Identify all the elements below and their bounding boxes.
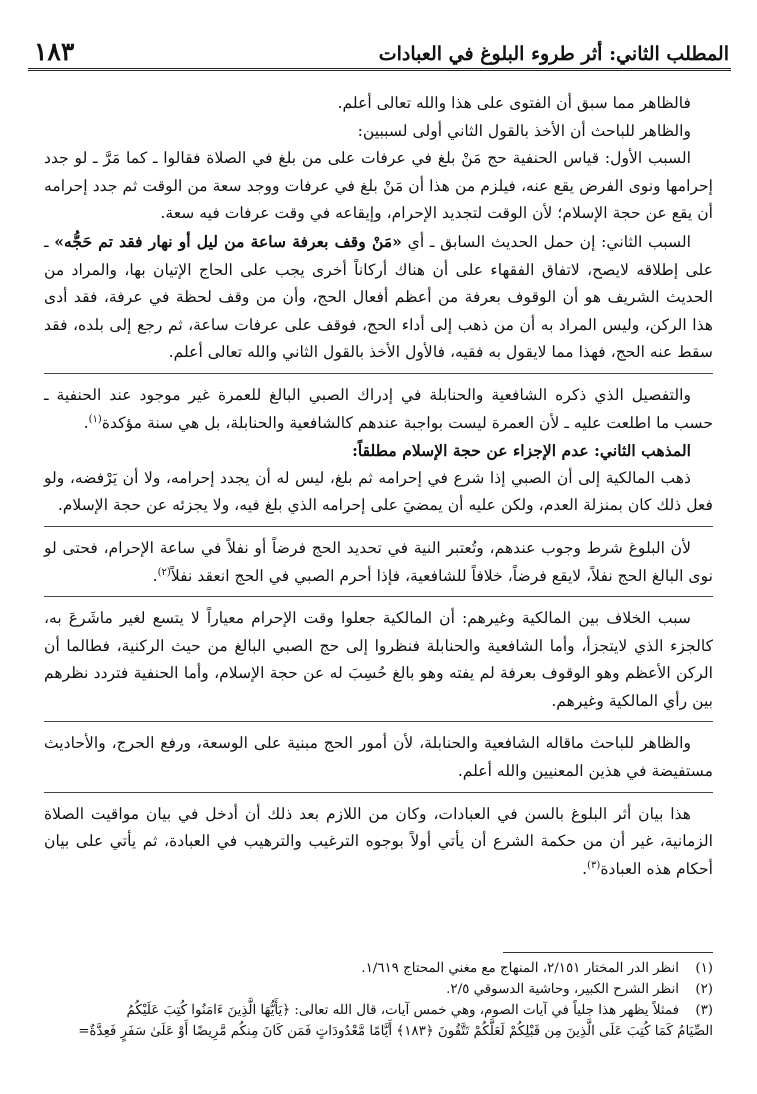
umrah-text: والتفصيل الذي ذكره الشافعية والحنابلة في إدراك الصبي البالغ للعمرة غير موجود عند الحنفية ـ حسب ما اطلعت عليه ـ لأن العمرة ليست بواجبة عندهم كالشافعية والحنابلة، بل هي سنة مؤكدة [44,385,713,432]
footnotes [40,958,713,1042]
footnote-number: (١) [695,961,713,976]
footnote-1 [40,958,713,979]
paragraph-divider [44,792,713,801]
footnote-ref-3[interactable]: (٣) [587,859,601,871]
footnote-ref-2[interactable]: (٢) [157,566,171,578]
page-number: ١٨٣ [34,37,75,66]
paragraph-divider [44,721,713,730]
paragraph-1: فالظاهر مما سبق أن الفتوى على هذا والله تعالى أعلم. [337,94,691,112]
paragraph-disagreement: سبب الخلاف بين المالكية وغيرهم: أن المالكية جعلوا وقت الإحرام معياراً لا يتسع لغير ماشَرعَ به، كالجزء الذي لايتجزأ، وأما الشافعية والحنابلة فنظروا إلى حج الصبي البالغ من حيث الركنية، فطالما أن الركن الأعظم وهو الوقوف بعرفة لم يفته وهو بالغ حُسِبَ له عن حجة الإسلام، وأما الحنفية فتردد نظرهم بين رأي المالكية وغيرهم. [44,609,713,710]
closing-end: . [582,859,588,878]
paragraph-divider [44,596,713,605]
paragraph-2: والظاهر للباحث أن الأخذ بالقول الثاني أولى لسببين: [357,121,691,140]
footnote-text: فمثلاً يظهر هذا جلياً في آيات الصوم، وهي خمس آيات، قال الله تعالى: ﴿يَأَيُّهَا الَّذِينَ ءَامَنُوا كُتِبَ عَلَيْكُمُ [126,1003,679,1018]
quran-verse-continuation: الصِّيَامُ كَمَا كُتِبَ عَلَى الَّذِينَ مِن قَبْلِكُمْ لَعَلَّكُمْ تَتَّقُونَ ﴿١٨٣﴾ أَيَّامًا مَّعْدُودَاتٍ فَمَن كَانَ مِنكُم مَّرِيضًا أَوْ عَلَىٰ سَفَرٍ فَعِدَّةٌ= [78,1024,713,1039]
reason-2-intro: السبب الثاني: إن حمل الحديث السابق ـ أي [407,232,691,251]
paragraph-umrah [44,382,713,437]
footnote-number: (٣) [695,1003,713,1018]
paragraph-maliki: ذهب المالكية إلى أن الصبي إذا شرع في إحرامه ثم بلغ، ليس له أن يجدد إحرامه، ولا أن يَرْفضه، ولو فعل ذلك كان بمنزلة العدم، ولكن عليه أن يمضيَ على إحرامه الذي بلغ فيه، ولا يجزئه عن حجة الإسلام. [44,468,713,515]
paragraph-conclusion: والظاهر للباحث ماقاله الشافعية والحنابلة، لأن أمور الحج مبنية على الوسعة، ورفع الحرج، والأحاديث مستفيضة في هذين المعنيين والله أعلم. [44,734,713,781]
paragraph-divider [44,373,713,382]
paragraph-closing [44,801,713,884]
footnote-ref-1[interactable]: (١) [88,413,102,425]
paragraph-divider [44,526,713,535]
closing-text: هذا بيان أثر البلوغ بالسن في العبادات، وكان من اللازم بعد ذلك أن أدخل في بيان مواقيت الصلاة الزمانية، غير أن من حكمة الشرع أن يأتي أولاً بوجوه الترغيب والترهيب في العبادة، ثم يأتي على بيان أحكام هذه العبادة [44,804,713,878]
footnote-3 [40,1000,713,1021]
puberty-text: لأن البلوغ شرط وجوب عندهم، وتُعتبر النية في تحديد الحج فرضاً أو نفلاً في ساعة الإحرام، فحتى لو نوى البالغ الحج نفلاً، لايقع فرضاً، خلافاً للشافعية، فإذا أحرم الصبي في الحج انعقد نفلاً [44,538,713,585]
reason-2-body: ـ على إطلاقه لايصح، لاتفاق الفقهاء على أن هناك أركاناً أخرى يجب على الحاج الإتيان بها، والمراد من الحديث الشريف هو أن الوقوف بعرفة من أعظم أفعال الحج، وأن من وقف لحظة في عرفة، فقد أدى هذا الركن، وليس المراد به أن من ذهب إلى أداء الحج، فوقف على عرفات ساعة، ثم رجع إلى بلده، فقد سقط عنه الحج، فهذا مما لايقول به فقيه، فالأول الأخذ بالقول الثاني والله تعالى أعلم. [44,232,713,362]
footnote-number: (٢) [695,982,713,997]
main-text [44,90,713,883]
paragraph-reason-2 [44,228,713,367]
puberty-end: . [152,566,158,585]
paragraph-puberty-condition [44,535,713,590]
footnote-text: انظر الشرح الكبير، وحاشية الدسوقي ٢/٥. [446,982,679,997]
footnote-text: انظر الدر المختار ٢/١٥١، المنهاج مع مغني المحتاج ١/٦١٩. [361,961,679,976]
footnote-2 [40,979,713,1000]
umrah-end: . [83,413,89,432]
paragraph-reason-1: السبب الأول: قياس الحنفية حج مَنْ بلغ في عرفات على من بلغ في الصلاة فقالوا ـ كما مَرَّ ـ لو جدد إحرامها ونوى الفرض يقع عنه، فيلزم من هذا أن مَنْ بلغ في عرفات ووجد سعة من الوقت ثم جدد إحرامه أن يقع عن حجة الإسلام؛ لأن الوقت لتجديد الإحرام، وإيقاعه في وقت عرفات فيه سعة. [44,149,713,223]
hadith-quote: «مَنْ وقف بعرفة ساعة من ليل أو نهار فقد تم حَجُّه» [54,231,402,251]
page-header [28,32,731,71]
footnote-divider [503,952,713,953]
section-heading: المذهب الثاني: عدم الإجزاء عن حجة الإسلام مطلقاً: [352,441,691,461]
running-title: المطلب الثاني: أثر طروء البلوغ في العبادات [378,43,729,65]
